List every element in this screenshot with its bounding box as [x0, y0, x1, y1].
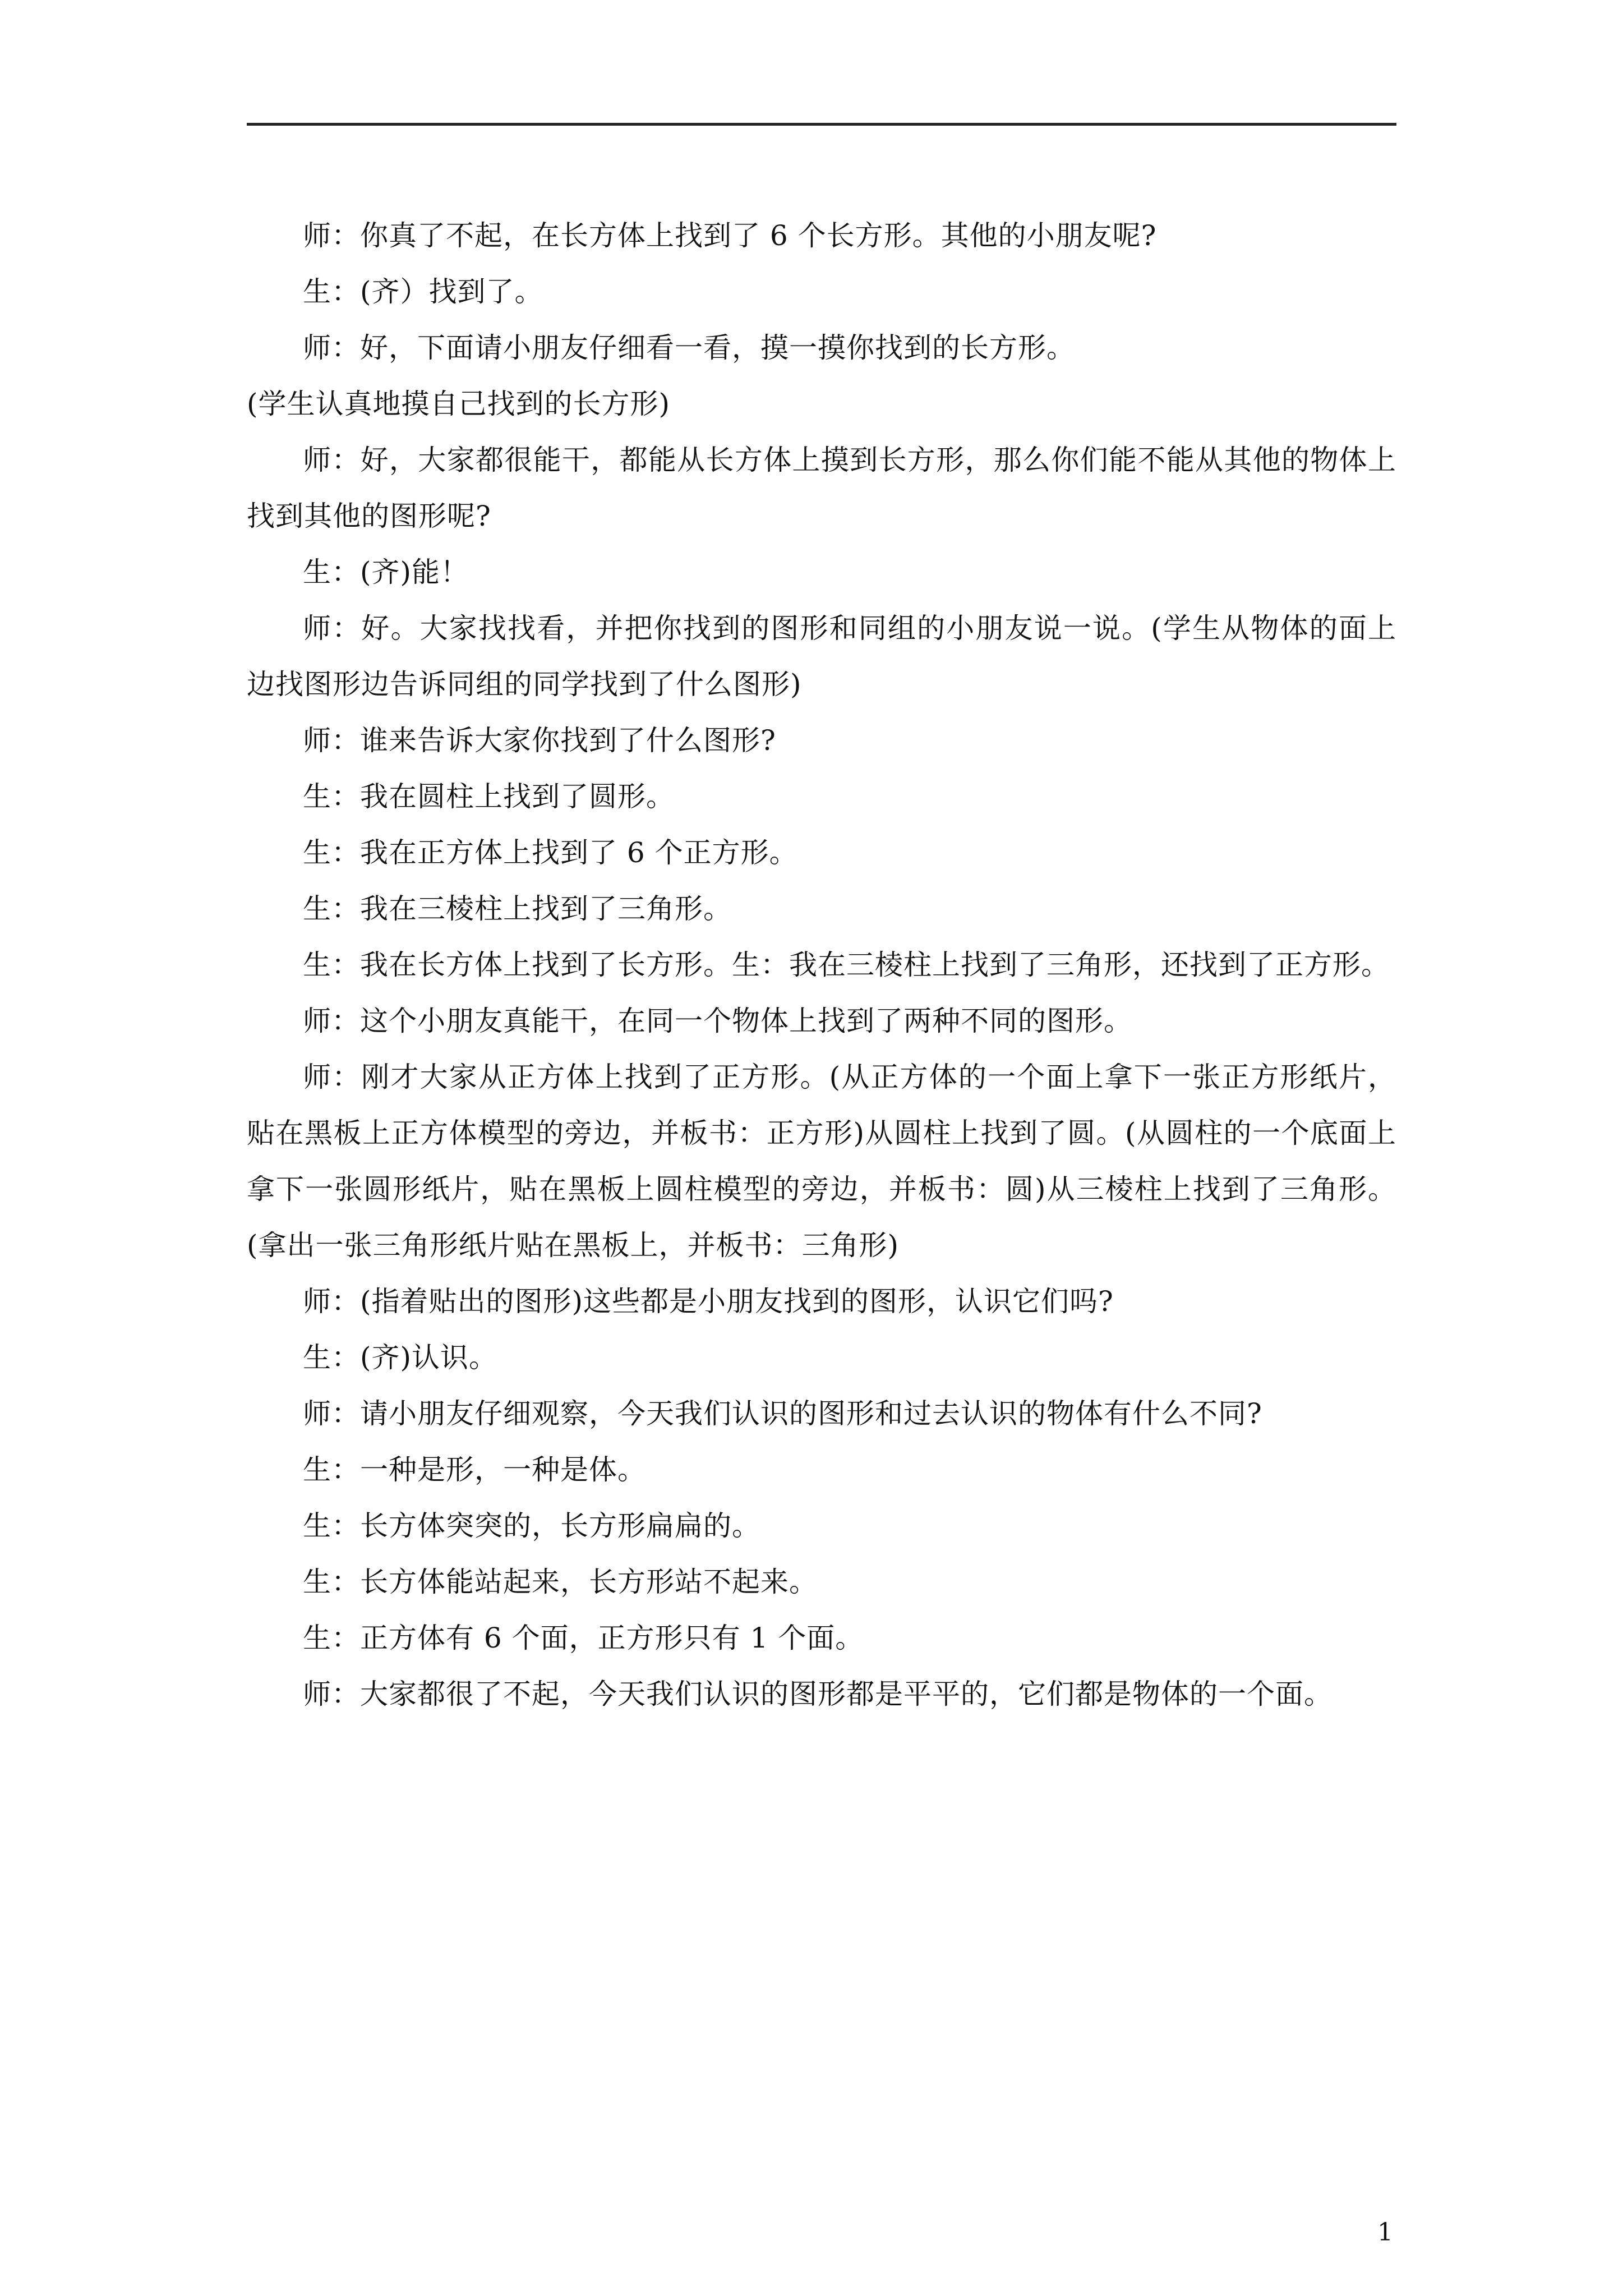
- paragraph: 师：(指着贴出的图形)这些都是小朋友找到的图形，认识它们吗?: [303, 1285, 1114, 1318]
- paragraph: 生：长方体能站起来，长方形站不起来。: [303, 1566, 818, 1598]
- paragraph: 生：我在正方体上找到了 6 个正方形。: [303, 836, 798, 869]
- paragraph: 生：(齐）找到了。: [303, 275, 543, 308]
- paragraph: 生：我在圆柱上找到了圆形。: [303, 780, 675, 813]
- paragraph: 师：好，大家都很能干，都能从长方体上摸到长方形，那么你们能不能从其他的物体上找到其他的图形呢?: [247, 444, 1396, 532]
- paragraph: 师：谁来告诉大家你找到了什么图形?: [303, 724, 776, 757]
- paragraph: 师：这个小朋友真能干，在同一个物体上找到了两种不同的图形。: [303, 1005, 1132, 1037]
- paragraph: 师：好。大家找找看，并把你找到的图形和同组的小朋友说一说。(学生从物体的面上边找图形边告诉同组的同学找到了什么图形): [247, 612, 1396, 701]
- paragraph: 生：一种是形，一种是体。: [303, 1453, 646, 1486]
- paragraph: 生：(齐)能！: [303, 556, 469, 588]
- paragraph: 师：你真了不起，在长方体上找到了 6 个长方形。其他的小朋友呢?: [303, 219, 1157, 252]
- header-rule: [247, 123, 1396, 126]
- paragraph: 师：大家都很了不起，今天我们认识的图形都是平平的，它们都是物体的一个面。: [303, 1678, 1332, 1710]
- paragraph: 生：长方体突突的，长方形扁扁的。: [303, 1510, 760, 1542]
- paragraph: 生：我在三棱柱上找到了三角形。: [303, 892, 732, 925]
- page-number: 1: [1377, 2218, 1393, 2247]
- paragraph: 生：(齐)认识。: [303, 1341, 498, 1374]
- paragraph: 生：我在长方体上找到了长方形。生：我在三棱柱上找到了三角形，还找到了正方形。: [303, 949, 1390, 981]
- paragraph: 师：刚才大家从正方体上找到了正方形。(从正方体的一个面上拿下一张正方形纸片，贴在黑板上正方体模型的旁边，并板书：正方形)从圆柱上找到了圆。(从圆柱的一个底面上拿下一张圆形纸片，贴在黑板上圆柱模型的旁边，并板书：圆)从三棱柱上找到了三角形。(拿出一张三角形纸片贴在黑板上，并板书：三角形): [247, 1061, 1396, 1262]
- paragraph: 师：请小朋友仔细观察，今天我们认识的图形和过去认识的物体有什么不同?: [303, 1397, 1262, 1430]
- document-body: [247, 208, 1396, 1722]
- paragraph: (学生认真地摸自己找到的长方形): [247, 388, 671, 420]
- paragraph: 生：正方体有 6 个面，正方形只有 1 个面。: [303, 1622, 864, 1654]
- paragraph: 师：好，下面请小朋友仔细看一看，摸一摸你找到的长方形。: [303, 332, 1075, 364]
